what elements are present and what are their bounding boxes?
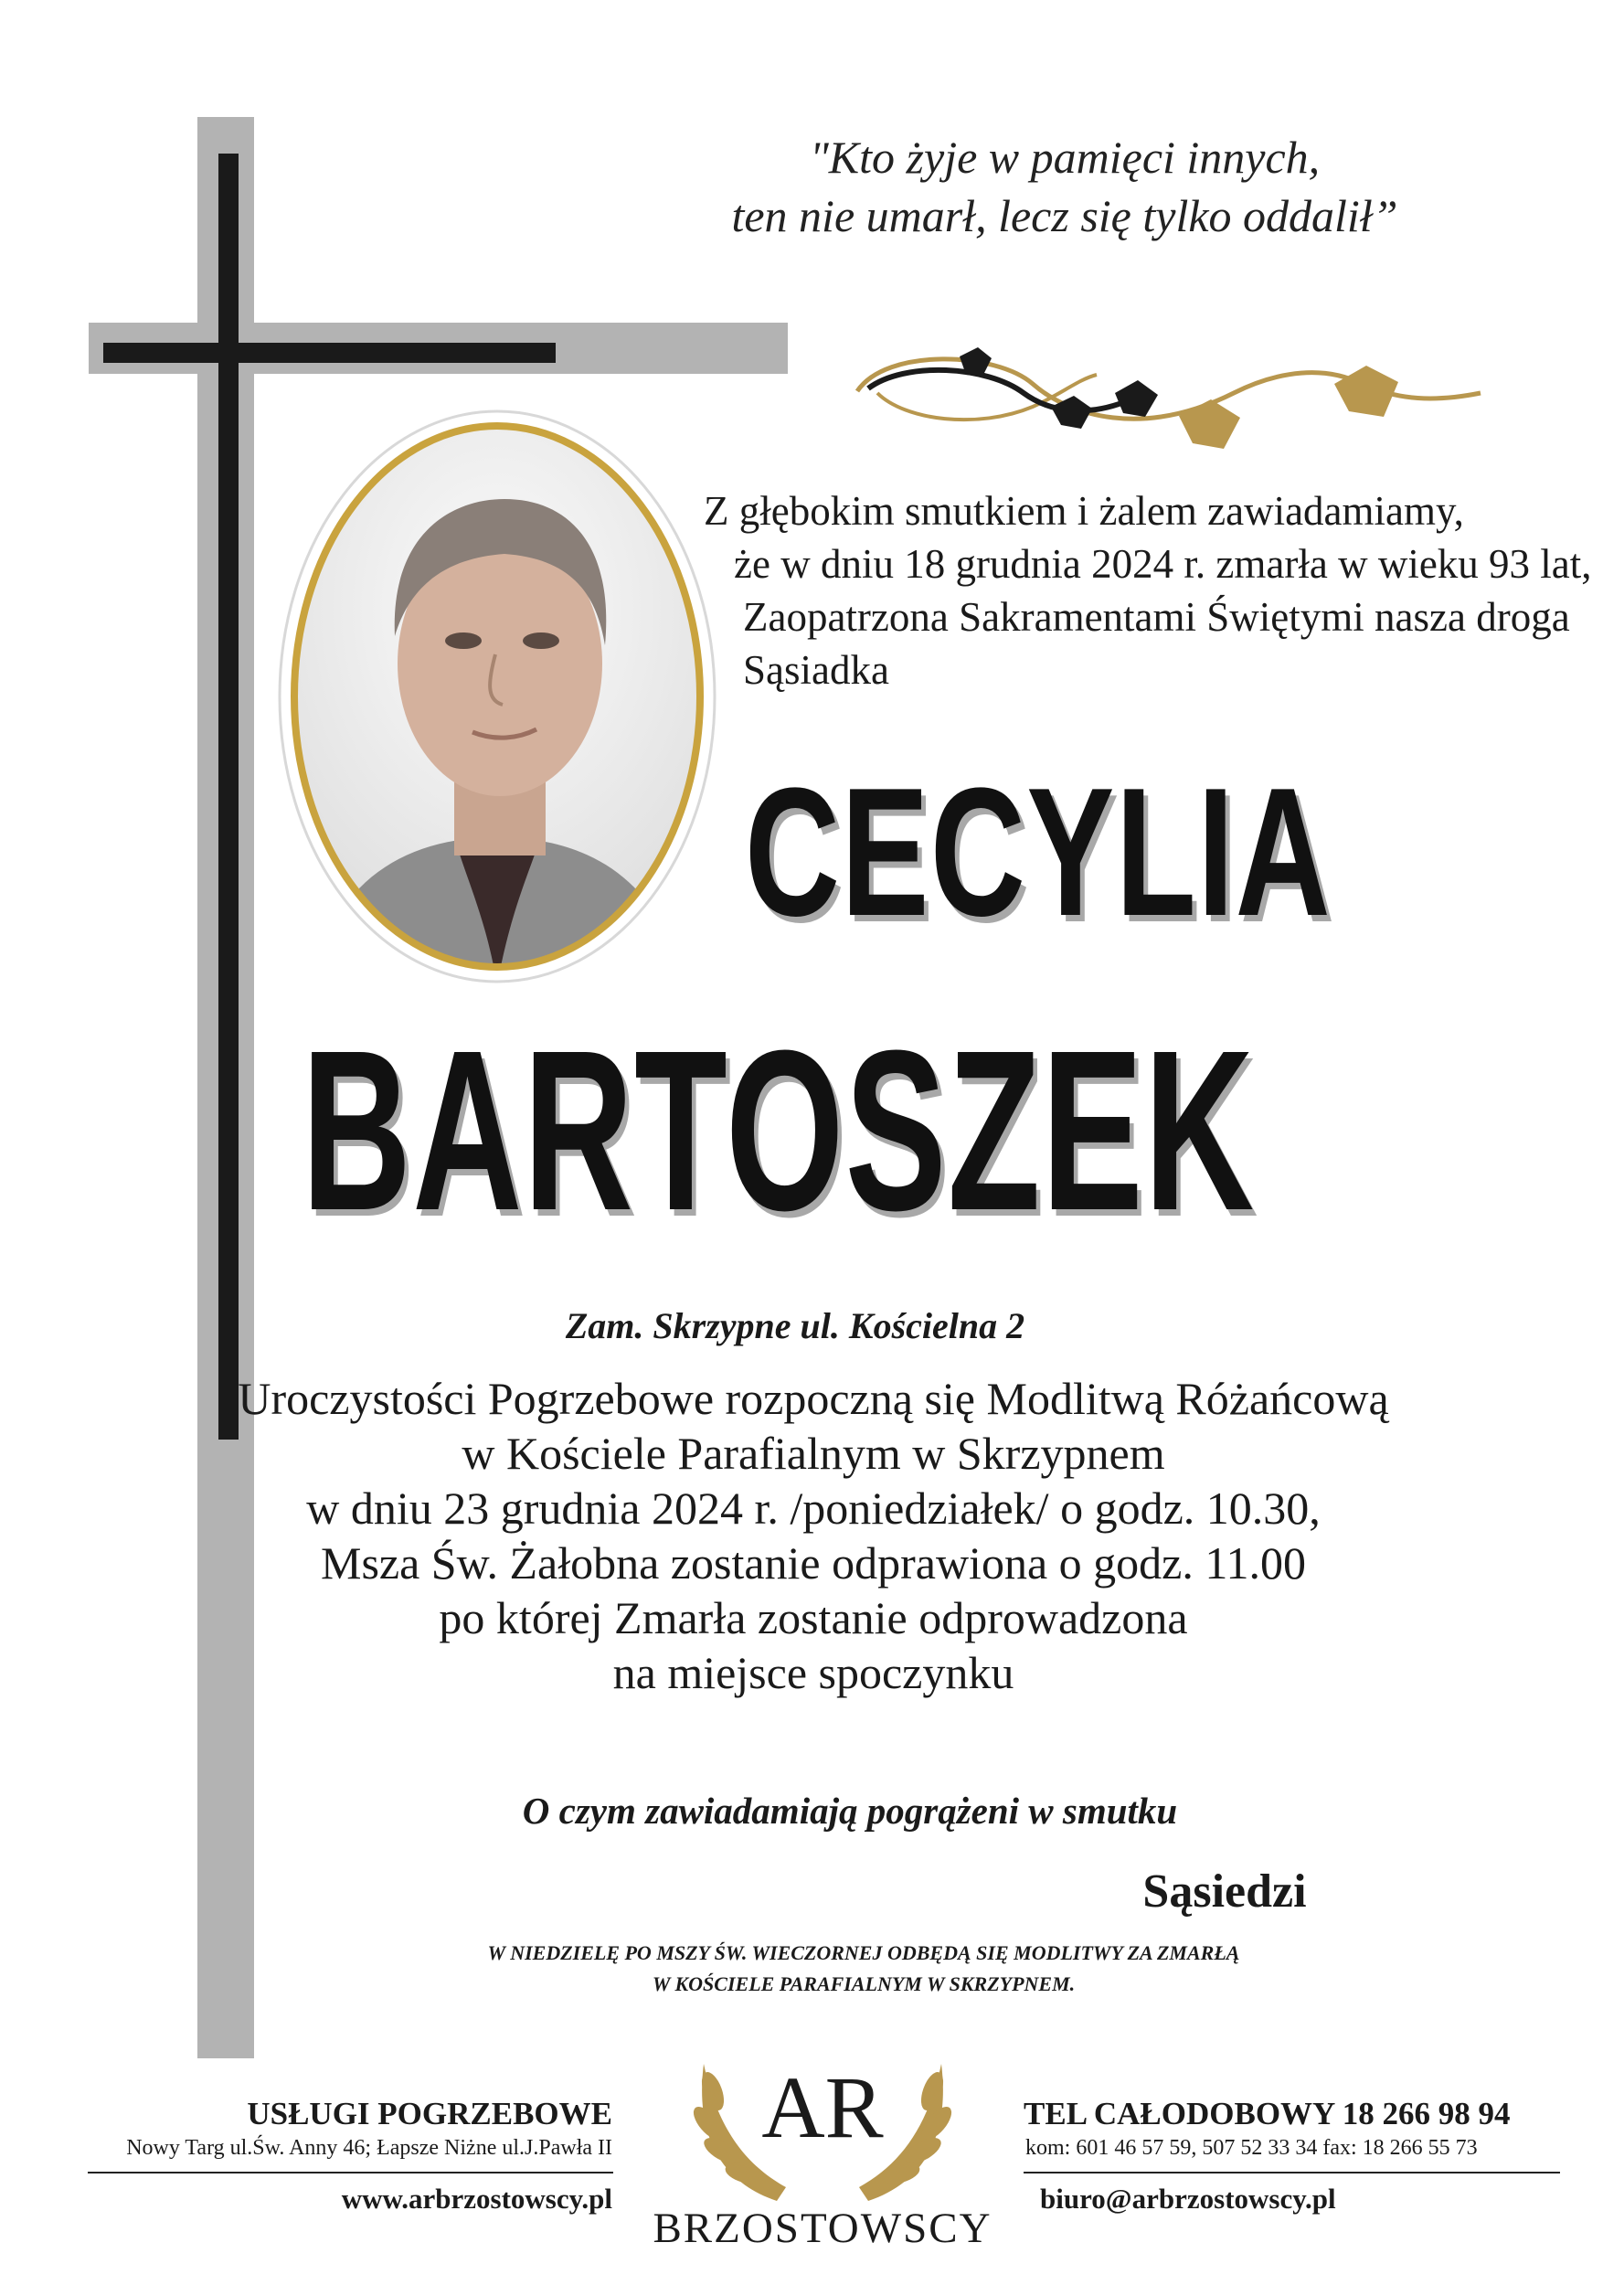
logo-company-name: BRZOSTOWSCY bbox=[653, 2205, 992, 2252]
logo-initials: AR bbox=[761, 2058, 884, 2156]
website-link[interactable]: www.arbrzostowscy.pl bbox=[341, 2183, 612, 2215]
phone-24h: TEL CAŁODOBOWY 18 266 98 94 bbox=[1024, 2096, 1511, 2131]
ceremony-line-2: w Kościele Parafialnym w Skrzypnem bbox=[462, 1428, 1165, 1479]
memorial-quote bbox=[603, 128, 1526, 245]
ceremony-line-1: Uroczystości Pogrzebowe rozpoczną się Modlitwą Różańcową bbox=[238, 1373, 1389, 1424]
ceremony-line-3: w dniu 23 grudnia 2024 r. /poniedziałek/ o godz. 10.30, bbox=[306, 1483, 1321, 1534]
sunday-note-line-2: W KOŚCIELE PARAFIALNYM W SKRZYPNEM. bbox=[652, 1972, 1076, 1995]
intro-line-3: Zaopatrzona Sakramentami Świętymi nasza droga bbox=[743, 594, 1570, 640]
footer-divider-left bbox=[88, 2172, 613, 2173]
cross-horizontal-bar bbox=[103, 343, 556, 363]
deceased-address: Zam. Skrzypne ul. Kościelna 2 bbox=[565, 1305, 1025, 1346]
mobile-fax-numbers: kom: 601 46 57 59, 507 52 33 34 fax: 18 266 55 73 bbox=[1025, 2136, 1478, 2160]
sunday-prayer-note bbox=[384, 1938, 1343, 2000]
intro-line-4: Sąsiadka bbox=[743, 647, 889, 693]
portrait-photo bbox=[276, 408, 718, 985]
intro-line-1: Z głębokim smutkiem i żalem zawiadamiamy, bbox=[704, 488, 1464, 534]
sunday-note-line-1: W NIEDZIELĘ PO MSZY ŚW. WIECZORNEJ ODBĘDĄ SIĘ MODLITWY ZA ZMARŁĄ bbox=[487, 1941, 1240, 1964]
signature: Sąsiedzi bbox=[1142, 1865, 1307, 1918]
ceremony-line-5: po której Zmarła zostanie odprowadzona bbox=[439, 1592, 1188, 1643]
ceremony-line-4: Msza Św. Żałobna zostanie odprawiona o godz. 11.00 bbox=[321, 1537, 1306, 1589]
services-title: USŁUGI POGRZEBOWE bbox=[247, 2096, 612, 2131]
deceased-last-name: BARTOSZEK bbox=[302, 1003, 1256, 1258]
ceremony-line-6: na miejsce spoczynku bbox=[612, 1647, 1014, 1698]
notify-line: O czym zawiadamiają pogrążeni w smutku bbox=[522, 1790, 1178, 1832]
quote-line-2: ten nie umarł, lecz się tylko oddalił” bbox=[731, 190, 1398, 241]
footer-divider-right bbox=[1024, 2172, 1560, 2173]
ceremony-details bbox=[174, 1371, 1453, 1700]
intro-line-2: że w dniu 18 grudnia 2024 r. zmarła w wieku 93 lat, bbox=[734, 541, 1592, 587]
vine-ornament-icon bbox=[850, 329, 1490, 484]
announcement-intro bbox=[704, 484, 1592, 696]
quote-line-1: "Kto żyje w pamięci innych, bbox=[809, 132, 1321, 183]
services-address: Nowy Targ ul.Św. Anny 46; Łapsze Niżne ul.J.Pawła II bbox=[126, 2136, 612, 2160]
email-link[interactable]: biuro@arbrzostowscy.pl bbox=[1040, 2183, 1336, 2215]
deceased-first-name: CECYLIA bbox=[745, 750, 1332, 954]
